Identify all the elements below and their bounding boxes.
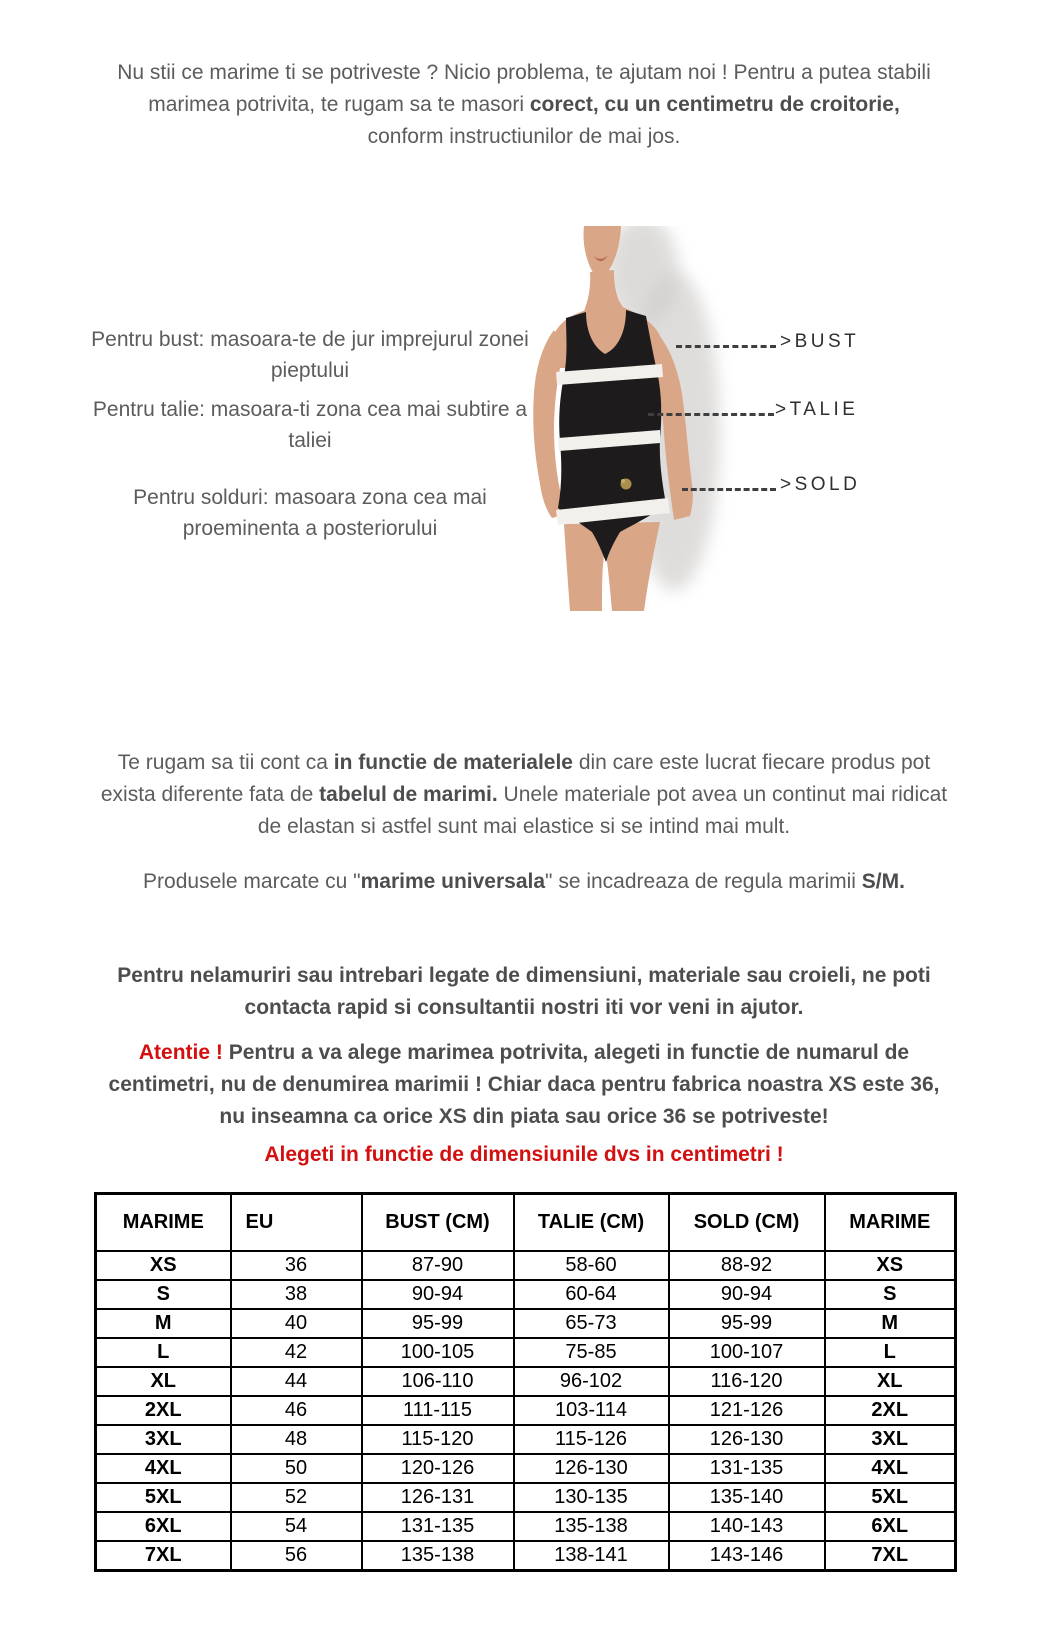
talie-dashed-line <box>648 413 774 416</box>
table-header-row <box>96 1194 956 1252</box>
bust-label: >BUST <box>780 331 860 352</box>
sold-dashed-line <box>682 488 776 491</box>
size-cell: XS <box>96 1251 231 1280</box>
size-cell: 2XL <box>825 1396 956 1425</box>
table-row <box>96 1512 956 1541</box>
value-cell: 106-110 <box>362 1367 514 1396</box>
value-cell: 126-130 <box>514 1454 669 1483</box>
value-cell: 115-126 <box>514 1425 669 1454</box>
size-cell: M <box>96 1309 231 1338</box>
value-cell: 100-107 <box>669 1338 825 1367</box>
size-cell: M <box>825 1309 956 1338</box>
header-cell: MARIME <box>825 1194 956 1252</box>
size-cell: L <box>825 1338 956 1367</box>
value-cell: 131-135 <box>362 1512 514 1541</box>
value-cell: 58-60 <box>514 1251 669 1280</box>
table-row <box>96 1309 956 1338</box>
value-cell: 90-94 <box>362 1280 514 1309</box>
value-cell: 60-64 <box>514 1280 669 1309</box>
value-cell: 52 <box>231 1483 362 1512</box>
talie-label: >TALIE <box>775 399 859 420</box>
size-cell: 7XL <box>96 1541 231 1571</box>
table-row <box>96 1338 956 1367</box>
value-cell: 135-138 <box>514 1512 669 1541</box>
size-table <box>94 1192 957 1572</box>
size-cell: 4XL <box>96 1454 231 1483</box>
materials-paragraph <box>94 747 954 843</box>
size-cell: S <box>96 1280 231 1309</box>
value-cell: 135-138 <box>362 1541 514 1571</box>
table-row <box>96 1251 956 1280</box>
value-cell: 111-115 <box>362 1396 514 1425</box>
instruction-solduri: Pentru solduri: masoara zona cea mai proeminenta a posteriorului <box>133 486 487 540</box>
value-cell: 56 <box>231 1541 362 1571</box>
universal-size-paragraph <box>124 866 924 898</box>
swimsuit-model-photo <box>502 226 752 611</box>
size-cell: 6XL <box>96 1512 231 1541</box>
value-cell: 100-105 <box>362 1338 514 1367</box>
value-cell: 103-114 <box>514 1396 669 1425</box>
value-cell: 116-120 <box>669 1367 825 1396</box>
table-row <box>96 1483 956 1512</box>
value-cell: 140-143 <box>669 1512 825 1541</box>
value-cell: 50 <box>231 1454 362 1483</box>
text-segment: Alegeti in functie de dimensiunile dvs in centimetri ! <box>264 1143 784 1166</box>
value-cell: 87-90 <box>362 1251 514 1280</box>
contact-paragraph <box>94 960 954 1024</box>
header-cell: SOLD (CM) <box>669 1194 825 1252</box>
value-cell: 48 <box>231 1425 362 1454</box>
table-row <box>96 1396 956 1425</box>
value-cell: 88-92 <box>669 1251 825 1280</box>
header-cell: BUST (CM) <box>362 1194 514 1252</box>
value-cell: 65-73 <box>514 1309 669 1338</box>
text-segment: S/M. <box>861 870 905 893</box>
size-cell: XS <box>825 1251 956 1280</box>
text-segment: Te rugam sa tii cont ca <box>117 751 334 774</box>
choose-cm-paragraph <box>104 1139 944 1171</box>
text-segment: Unele materiale pot avea un continut mai ridicat de elastan si astfel sunt mai elastice si se intind mai mult. <box>257 783 948 838</box>
text-segment: marime universala <box>360 870 546 893</box>
header-cell: MARIME <box>96 1194 231 1252</box>
value-cell: 96-102 <box>514 1367 669 1396</box>
value-cell: 120-126 <box>362 1454 514 1483</box>
value-cell: 90-94 <box>669 1280 825 1309</box>
value-cell: 44 <box>231 1367 362 1396</box>
value-cell: 54 <box>231 1512 362 1541</box>
table-row <box>96 1367 956 1396</box>
value-cell: 95-99 <box>669 1309 825 1338</box>
value-cell: 95-99 <box>362 1309 514 1338</box>
size-cell: 6XL <box>825 1512 956 1541</box>
value-cell: 46 <box>231 1396 362 1425</box>
table-row <box>96 1425 956 1454</box>
value-cell: 138-141 <box>514 1541 669 1571</box>
size-cell: 5XL <box>96 1483 231 1512</box>
text-segment: conform instructiunilor de mai jos. <box>367 125 681 148</box>
value-cell: 135-140 <box>669 1483 825 1512</box>
size-cell: 7XL <box>825 1541 956 1571</box>
table-row <box>96 1454 956 1483</box>
text-segment: Pentru nelamuriri sau intrebari legate de dimensiuni, materiale sau croieli, ne poti contacta rapid si consultantii nostri iti vor veni in ajutor. <box>117 964 931 1019</box>
sold-label: >SOLD <box>780 474 861 495</box>
text-segment: " se incadreaza de regula marimii <box>545 870 862 893</box>
text-segment: corect, cu un centimetru de croitorie, <box>529 93 900 116</box>
value-cell: 131-135 <box>669 1454 825 1483</box>
instruction-talie: Pentru talie: masoara-ti zona cea mai subtire a taliei <box>92 398 528 452</box>
size-cell: L <box>96 1338 231 1367</box>
attention-paragraph <box>104 1037 944 1133</box>
text-segment: tabelul de marimi. <box>319 783 498 806</box>
instruction-bust: Pentru bust: masoara-te de jur imprejurul zonei pieptului <box>91 328 529 382</box>
size-cell: S <box>825 1280 956 1309</box>
bust-dashed-line <box>676 345 776 348</box>
value-cell: 36 <box>231 1251 362 1280</box>
size-cell: 4XL <box>825 1454 956 1483</box>
text-segment: Produsele marcate cu " <box>143 870 361 893</box>
value-cell: 75-85 <box>514 1338 669 1367</box>
size-cell: 2XL <box>96 1396 231 1425</box>
size-cell: 3XL <box>96 1425 231 1454</box>
text-segment: Pentru a va alege marimea potrivita, alegeti in functie de numarul de centimetri, nu de denumirea marimii ! Chiar daca pentru fabrica noastra XS este 36, nu inseamna ca orice XS din piata sau orice 36 se potriveste! <box>108 1041 940 1128</box>
text-segment: Nu stii ce marime ti se potriveste ? Nicio problema, te ajutam noi ! Pentru a putea stabili marimea potrivita, te rugam sa te masori <box>117 61 931 116</box>
value-cell: 42 <box>231 1338 362 1367</box>
text-segment: in functie de materialele <box>333 751 573 774</box>
size-cell: 3XL <box>825 1425 956 1454</box>
value-cell: 130-135 <box>514 1483 669 1512</box>
size-cell: XL <box>825 1367 956 1396</box>
value-cell: 126-131 <box>362 1483 514 1512</box>
gold-emblem <box>621 479 632 490</box>
value-cell: 121-126 <box>669 1396 825 1425</box>
table-row <box>96 1541 956 1571</box>
text-segment: din care este lucrat fiecare produs pot exista diferente fata de <box>100 751 931 806</box>
table-row <box>96 1280 956 1309</box>
text-segment: Atentie ! <box>138 1041 223 1064</box>
value-cell: 143-146 <box>669 1541 825 1571</box>
size-table-container <box>94 1192 957 1572</box>
header-cell: EU <box>231 1194 362 1252</box>
value-cell: 38 <box>231 1280 362 1309</box>
size-guide-figure <box>502 226 752 611</box>
size-cell: 5XL <box>825 1483 956 1512</box>
size-cell: XL <box>96 1367 231 1396</box>
intro-paragraph <box>110 57 938 153</box>
header-cell: TALIE (CM) <box>514 1194 669 1252</box>
value-cell: 126-130 <box>669 1425 825 1454</box>
value-cell: 40 <box>231 1309 362 1338</box>
measuring-instructions <box>90 324 530 544</box>
value-cell: 115-120 <box>362 1425 514 1454</box>
